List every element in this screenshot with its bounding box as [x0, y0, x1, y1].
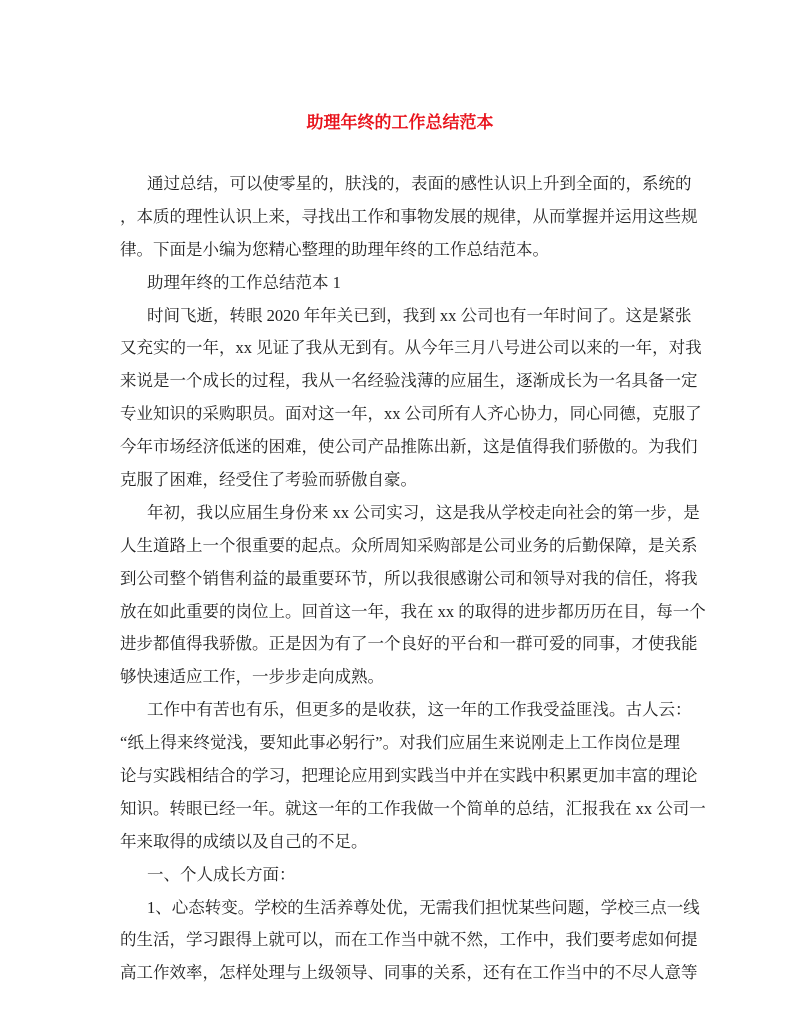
- paragraph: [120, 267, 680, 300]
- text-line: 助理年终的工作总结范本 1: [147, 272, 341, 292]
- text-line: “纸上得来终觉浅，要知此事必躬行”。对我们应届生来说刚走上工作岗位是理: [120, 733, 680, 753]
- paragraph: [120, 892, 700, 991]
- paragraph: [120, 694, 706, 858]
- text-line: 年初，我以应届生身份来 xx 公司实习，这是我从学校走向社会的第一步，是: [147, 502, 700, 522]
- document-body: [120, 168, 706, 990]
- text-line: 放在如此重要的岗位上。回首这一年，我在 xx 的取得的进步都历历在目，每一个: [120, 601, 706, 621]
- text-line: 律。下面是小编为您精心整理的助理年终的工作总结范本。: [120, 239, 549, 259]
- text-line: 工作中有苦也有乐，但更多的是收获，这一年的工作我受益匪浅。古人云：: [147, 700, 692, 720]
- text-line: 的生活，学习跟得上就可以，而在工作当中就不然，工作中，我们要考虑如何提: [120, 930, 698, 950]
- text-line: 年来取得的成绩以及自己的不足。: [120, 831, 368, 851]
- text-line: 来说是一个成长的过程，我从一名经验浅薄的应届生，逐渐成长为一名具备一定: [120, 371, 698, 391]
- text-line: 克服了困难，经受住了考验而骄傲自豪。: [120, 470, 417, 490]
- paragraph: [120, 168, 698, 267]
- paragraph: [120, 300, 702, 497]
- paragraph: [120, 497, 706, 694]
- text-line: 论与实践相结合的学习，把理论应用到实践当中并在实践中积累更加丰富的理论: [120, 766, 698, 786]
- text-line: 1、心态转变。学校的生活养尊处优，无需我们担忧某些问题，学校三点一线: [147, 897, 700, 917]
- text-line: 又充实的一年，xx 见证了我从无到有。从今年三月八号进公司以来的一年，对我: [120, 338, 702, 358]
- text-line: 专业知识的采购职员。面对这一年，xx 公司所有人齐心协力，同心同德，克服了: [120, 404, 702, 424]
- text-line: 进步都值得我骄傲。正是因为有了一个良好的平台和一群可爱的同事，才使我能: [120, 634, 698, 654]
- text-line: 高工作效率，怎样处理与上级领导、同事的关系，还有在工作当中的不尽人意等: [120, 963, 698, 983]
- text-line: 人生道路上一个很重要的起点。众所周知采购部是公司业务的后勤保障，是关系: [120, 535, 698, 555]
- text-line: 一、个人成长方面：: [147, 864, 296, 884]
- document-title: 助理年终的工作总结范本: [306, 113, 494, 132]
- text-line: 今年市场经济低迷的困难，使公司产品推陈出新，这是值得我们骄傲的。为我们: [120, 437, 698, 457]
- text-line: 够快速适应工作，一步步走向成熟。: [120, 667, 384, 687]
- text-line: 通过总结，可以使零星的，肤浅的，表面的感性认识上升到全面的，系统的: [147, 174, 692, 193]
- text-line: 到公司整个销售利益的最重要环节，所以我很感谢公司和领导对我的信任，将我: [120, 568, 698, 588]
- paragraph: [120, 859, 680, 892]
- text-line: ，本质的理性认识上来，寻找出工作和事物发展的规律，从而掌握并运用这些规: [120, 206, 698, 226]
- text-line: 时间飞逝，转眼 2020 年年关已到，我到 xx 公司也有一年时间了。这是紧张: [147, 305, 692, 325]
- text-line: 知识。转眼已经一年。就这一年的工作我做一个简单的总结，汇报我在 xx 公司一: [120, 798, 706, 818]
